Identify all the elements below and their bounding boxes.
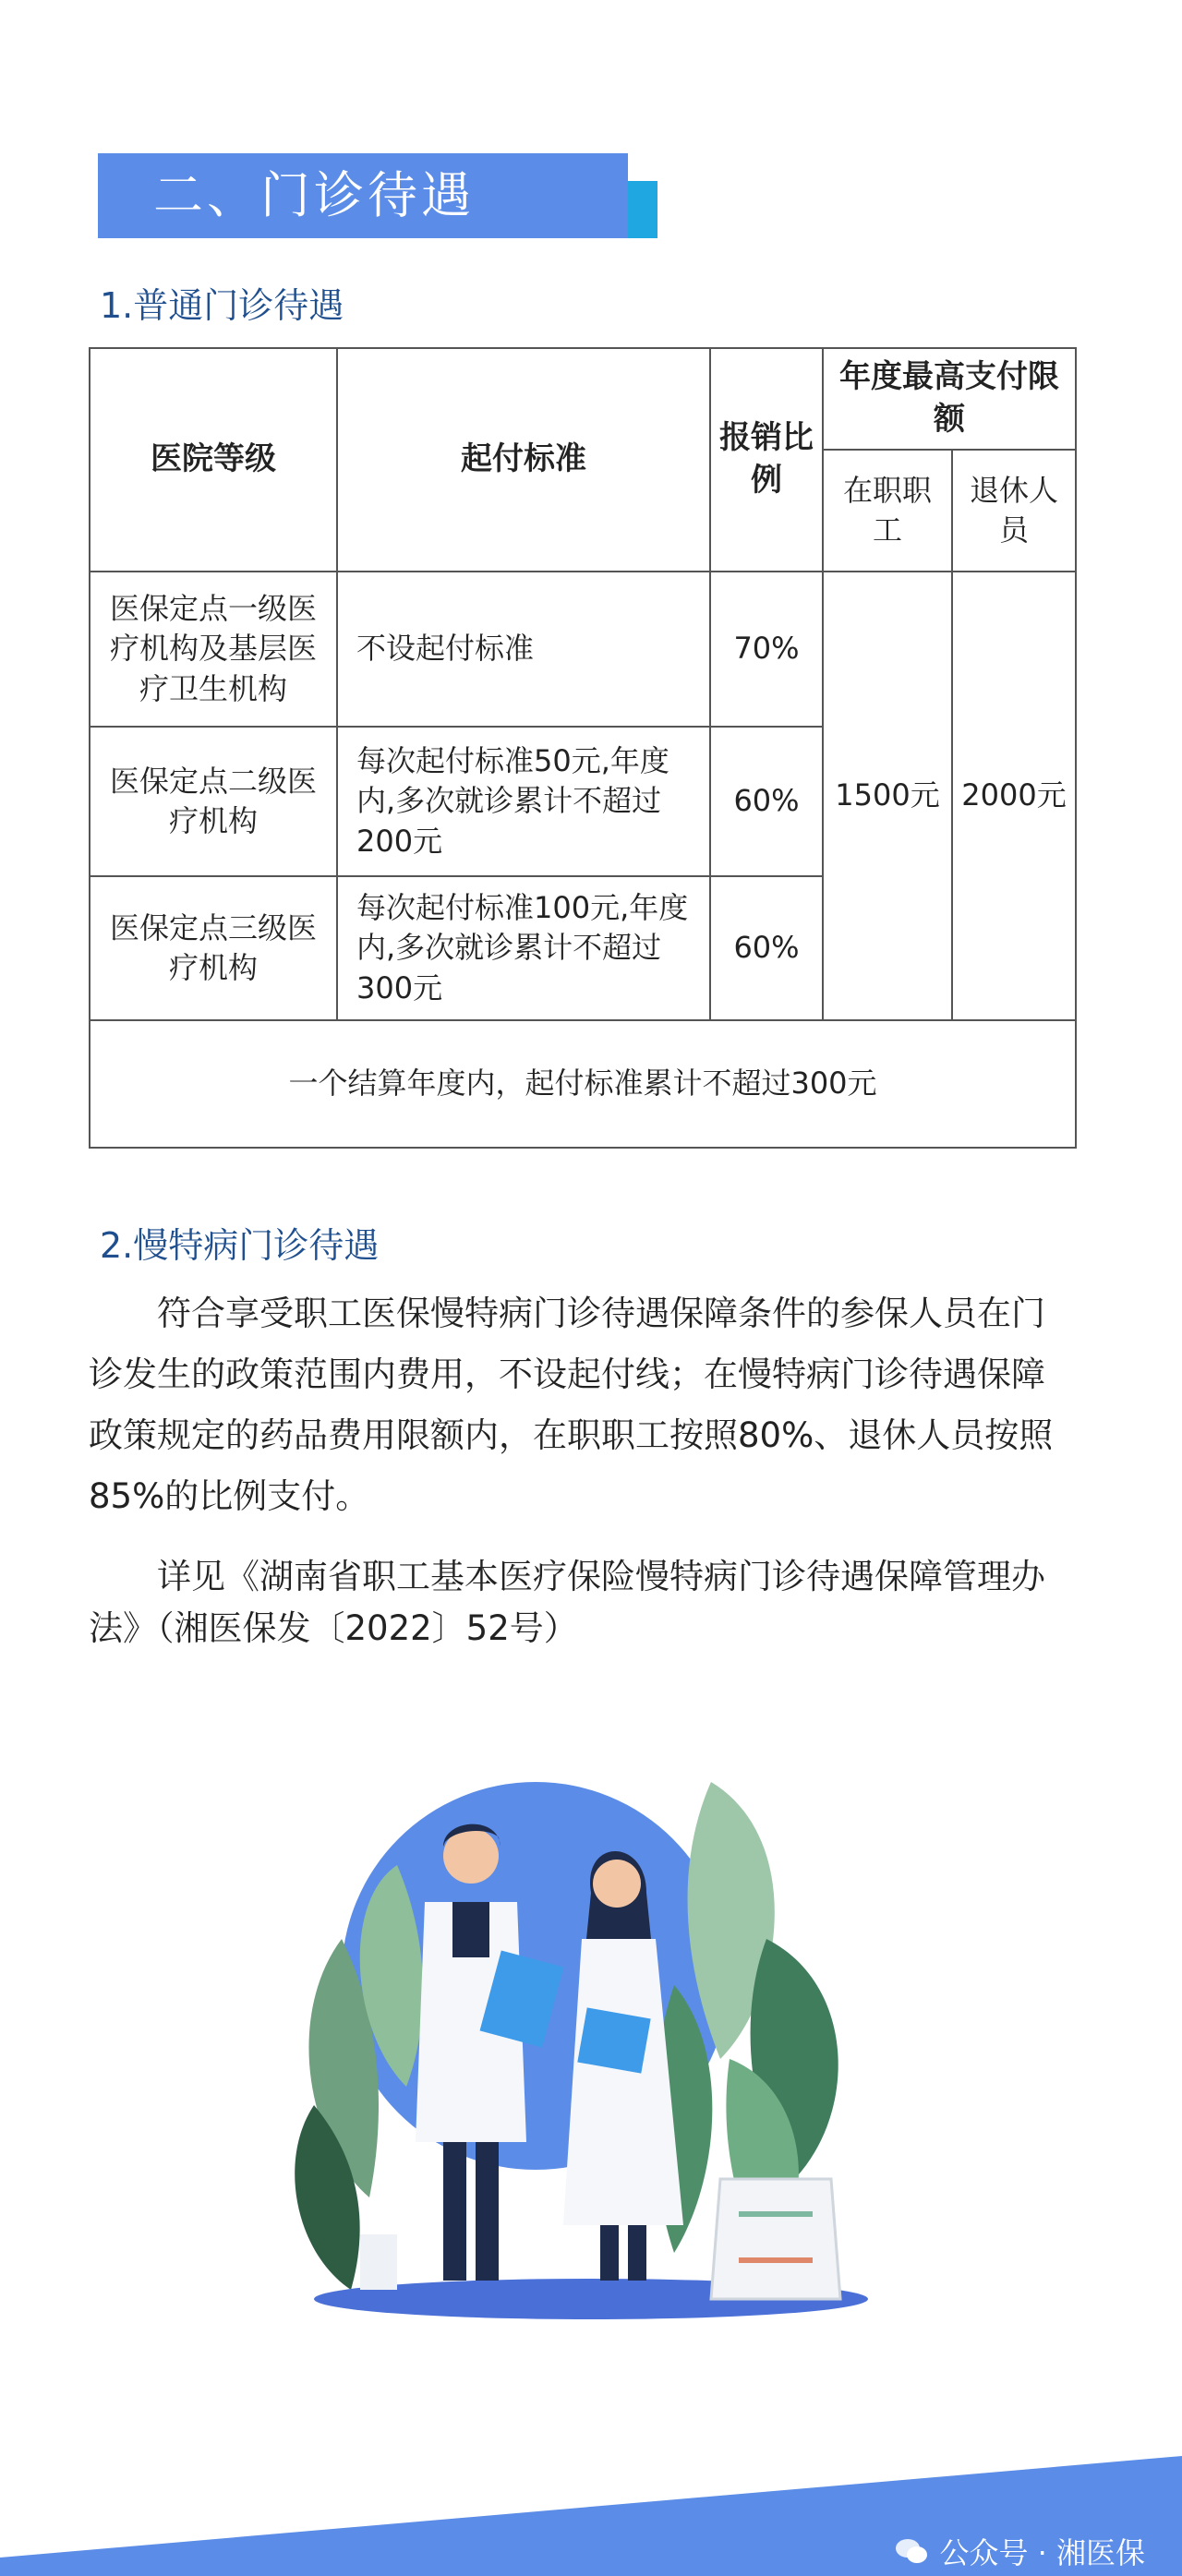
footer-text: 公众号 · 湘医保 (939, 2535, 1145, 2570)
chronic-paragraph: 符合享受职工医保慢特病门诊待遇保障条件的参保人员在门诊发生的政策范围内费用，不设起付线；在慢特病门诊待遇保障政策规定的药品费用限额内，在职职工按照80%、退休人员按照85%的比例支付。 (89, 1294, 1054, 1516)
wechat-icon (895, 2537, 928, 2565)
general-outpatient-title: 1.普通门诊待遇 (100, 285, 344, 326)
header-ratio: 报销比例 (710, 348, 823, 572)
outpatient-benefit-table (89, 347, 1077, 1149)
row3-deductible: 每次起付标准100元,年度内,多次就诊累计不超过300元 (337, 876, 710, 1020)
row3-ratio: 60% (710, 876, 823, 1020)
row2-ratio: 60% (710, 727, 823, 876)
row1-deductible: 不设起付标准 (337, 572, 710, 727)
row2-level: 医保定点二级医疗机构 (90, 727, 337, 876)
cap-employed: 1500元 (823, 572, 952, 1020)
section-title-accent (628, 181, 657, 238)
row1-level: 医保定点一级医疗机构及基层医疗卫生机构 (90, 572, 337, 727)
footer-account (895, 2530, 1145, 2572)
doctors-illustration (286, 1754, 877, 2327)
header-deductible: 起付标准 (337, 348, 710, 572)
cap-retired: 2000元 (952, 572, 1076, 1020)
row3-level: 医保定点三级医疗机构 (90, 876, 337, 1020)
row2-deductible: 每次起付标准50元,年度内,多次就诊累计不超过200元 (337, 727, 710, 876)
table-note: 一个结算年度内，起付标准累计不超过300元 (90, 1020, 1076, 1148)
row1-ratio: 70% (710, 572, 823, 727)
chronic-reference: 详见《湖南省职工基本医疗保险慢特病门诊待遇保障管理办法》（湘医保发〔2022〕52号） (89, 1557, 1045, 1648)
header-retired: 退休人员 (952, 450, 1076, 572)
section-title: 二、门诊待遇 (98, 153, 628, 238)
chronic-outpatient-title: 2.慢特病门诊待遇 (100, 1225, 380, 1266)
table-row (90, 572, 1076, 727)
header-annual-cap: 年度最高支付限额 (823, 348, 1076, 450)
header-level: 医院等级 (90, 348, 337, 572)
header-employed: 在职职工 (823, 450, 952, 572)
